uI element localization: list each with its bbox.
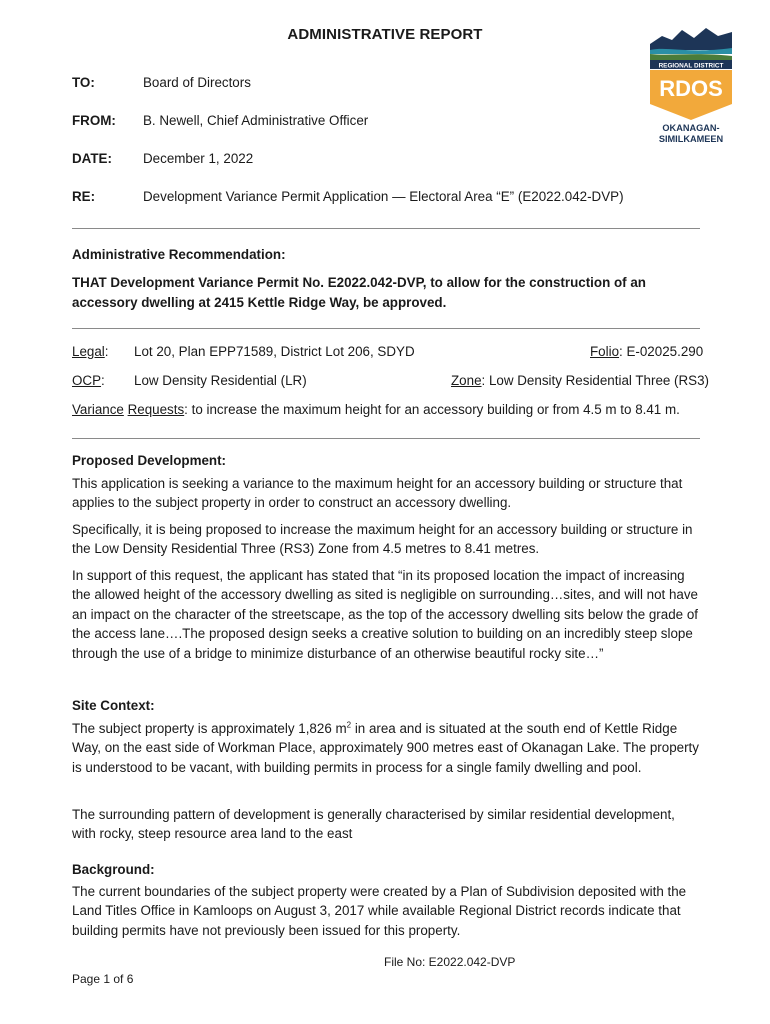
variance-label-b: Requests (127, 402, 185, 417)
proposed-heading: Proposed Development: (72, 453, 227, 468)
folio-row (590, 344, 703, 359)
page-number: Page 1 of 6 (72, 972, 134, 986)
logo-line1: OKANAGAN- (662, 123, 720, 133)
ocp-label: OCP (72, 373, 102, 388)
zone-row (451, 373, 709, 388)
folio-value: : E-02025.290 (619, 344, 704, 359)
zone-label: Zone (451, 373, 482, 388)
rdos-logo (648, 20, 734, 148)
site-p1-sup: 2 (346, 720, 352, 730)
recommendation-line2: accessory dwelling at 2415 Kettle Ridge Way, be approved. (72, 295, 447, 310)
from-value: B. Newell, Chief Administrative Officer (143, 113, 369, 128)
to-value: Board of Directors (143, 75, 251, 90)
background-heading: Background: (72, 862, 155, 877)
divider-2 (72, 328, 700, 329)
proposed-paragraph-2: Specifically, it is being proposed to increase the maximum height for an accessory building or structure in the Low Density Residential Three (RS3) Zone from 4.5 metres to 8.41 metres. (72, 522, 693, 557)
proposed-paragraph-3: In support of this request, the applicant has stated that “in its proposed location the impact of increasing the allowed height of the accessory dwelling as sited is negligible on surrounding…sites, and will not have an impact on the character of the streetscape, as the top of the accessory dwelling sits below the grade of the access lane….The proposed design seeks a creative solution to building on an incredibly steep slope through the use of a bridge to minimize disturbance of an otherwise beautiful rocky site…” (72, 568, 699, 661)
re-label: RE: (72, 189, 96, 204)
divider-1 (72, 228, 700, 229)
logo-line2: SIMILKAMEEN (658, 134, 724, 144)
site-heading: Site Context: (72, 698, 155, 713)
site-p1-a: The subject property is approximately 1,826 m (72, 721, 347, 736)
site-paragraph-1 (72, 719, 702, 777)
recommendation-line1: THAT Development Variance Permit No. E2022.042-DVP, to allow for the construction of an (72, 275, 646, 290)
variance-value: : to increase the maximum height for an accessory building or from 4.5 m to 8.41 m. (184, 402, 680, 417)
folio-label: Folio (590, 344, 620, 359)
ocp-value: Low Density Residential (LR) (134, 373, 307, 388)
variance-label-a: Variance (72, 402, 124, 417)
background-paragraph-1: The current boundaries of the subject property were created by a Plan of Subdivision deposited with the Land Titles Office in Kamloops on August 3, 2017 while available Regional District records indicate that building permits have not previously been issued for this property. (72, 884, 687, 938)
date-value: December 1, 2022 (143, 151, 254, 166)
file-number: File No: E2022.042-DVP (384, 955, 516, 969)
date-label: DATE: (72, 151, 112, 166)
divider-3 (72, 438, 700, 439)
zone-value: : Low Density Residential Three (RS3) (481, 373, 710, 388)
recommendation-heading: Administrative Recommendation: (72, 247, 286, 262)
ocp-row: OCP: (72, 373, 105, 388)
to-label: TO: (72, 75, 95, 90)
site-paragraph-2: The surrounding pattern of development is generally characterised by similar residential development, with rocky, steep resource area land to the east (72, 807, 675, 842)
proposed-paragraph-1: This application is seeking a variance to the maximum height for an accessory building or structure that applies to the subject property in order to construct an accessory dwelling. (72, 476, 683, 511)
site-p1-b: in area and is situated at the south end of Kettle Ridge Way, on the east side of Workman Place, approximately 900 metres east of Okanagan Lake. The property is understood to be vacant, with building permits in process for a single family dwelling and pool. (72, 721, 699, 775)
logo-acronym: RDOS (659, 76, 723, 101)
legal-value: Lot 20, Plan EPP71589, District Lot 206, SDYD (134, 344, 415, 359)
re-value: Development Variance Permit Application — Electoral Area “E” (E2022.042-DVP) (143, 189, 624, 204)
variance-row (72, 402, 680, 417)
legal-row: Legal: (72, 344, 109, 359)
legal-label: Legal (72, 344, 105, 359)
report-title: ADMINISTRATIVE REPORT (287, 26, 483, 43)
from-label: FROM: (72, 113, 116, 128)
logo-top-band: REGIONAL DISTRICT (658, 62, 724, 70)
